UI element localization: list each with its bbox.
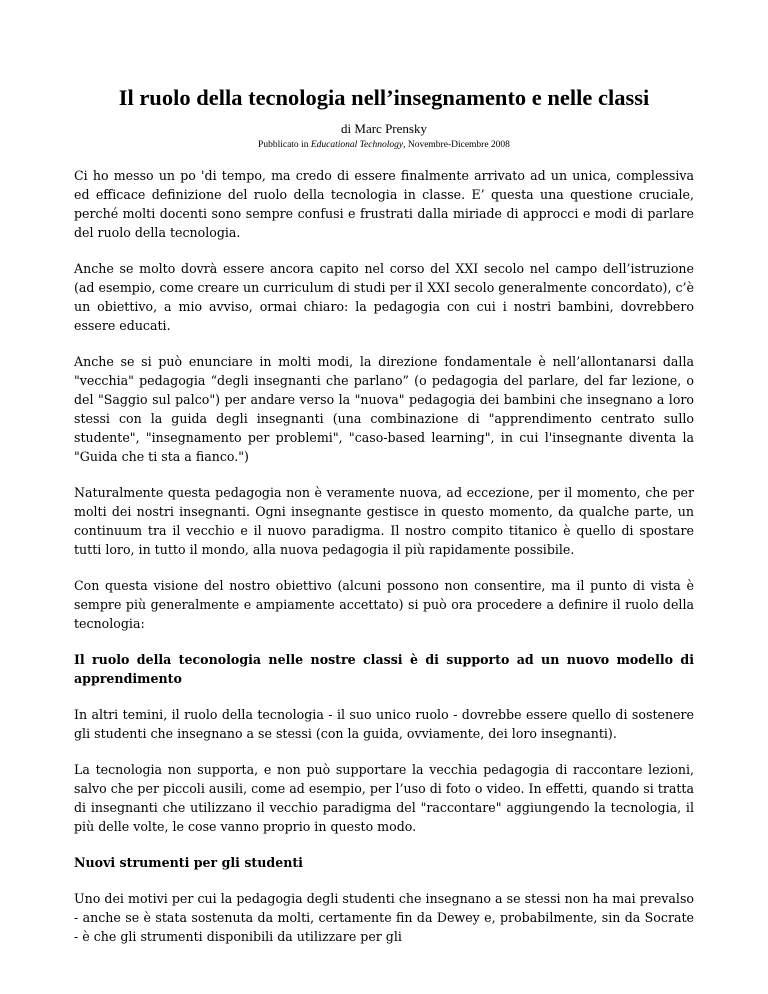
paragraph: In altri temini, il ruolo della tecnologia - il suo unico ruolo - dovrebbe essere quello di sostenere gli studenti che insegnano a se stessi (con la guida, ovviamente, dei loro insegnanti).: [74, 707, 694, 741]
paragraph: La tecnologia non supporta, e non può supportare la vecchia pedagogia di raccontare lezioni, salvo che per piccoli ausili, come ad esempio, per l’uso di foto o video. In effetti, quando si tratta di insegnanti che utilizzano il vecchio paradigma del "raccontare" aggiungendo la tecnologia, il più delle volte, le cose vanno proprio in questo modo.: [74, 762, 694, 834]
paragraph: Con questa visione del nostro obiettivo (alcuni possono non consentire, ma il punto di vista è sempre più generalmente e ampiamente accettato) si può ora procedere a definire il ruolo della tecnologia:: [74, 578, 694, 631]
section-heading: Nuovi strumenti per gli studenti: [74, 855, 303, 870]
author-line: di Marc Prensky: [341, 121, 427, 136]
paragraph: Uno dei motivi per cui la pedagogia degli studenti che insegnano a se stessi non ha mai prevalso - anche se è stata sostenuta da molti, certamente fin da Dewey e, probabilmente, sin da Socrate - è che gli strumenti disponibili da utilizzare per gli: [74, 891, 694, 944]
paragraph: Ci ho messo un po 'di tempo, ma credo di essere finalmente arrivato ad un unica, complessiva ed efficace definizione del ruolo della tecnologia in classe. E’ questa una questione cruciale, perché molti docenti sono sempre confusi e frustrati dalla miriade di approcci e modi di parlare del ruolo della tecnologia.: [74, 168, 694, 240]
document-page: [74, 84, 694, 946]
paragraph: Anche se molto dovrà essere ancora capito nel corso del XXI secolo nel campo dell’istruzione (ad esempio, come creare un curriculum di studi per il XXI secolo generalmente concordato), c’è un obiettivo, a mio avviso, ormai chiaro: la pedagogia con cui i nostri bambini, dovrebbero essere educati.: [74, 261, 694, 333]
section-heading: Il ruolo della teconologia nelle nostre classi è di supporto ad un nuovo modello di apprendimento: [74, 652, 694, 686]
document-title: Il ruolo della tecnologia nell’insegnamento e nelle classi: [118, 85, 650, 110]
paragraph: Naturalmente questa pedagogia non è veramente nuova, ad eccezione, per il momento, che per molti dei nostri insegnanti. Ogni insegnante gestisce in questo momento, da qualche parte, un continuum tra il vecchio e il nuovo paradigma. Il nostro compito titanico è quello di spostare tutti loro, in tutto il mondo, alla nuova pedagogia il più rapidamente possibile.: [74, 485, 694, 557]
publication-journal: Educational Technology: [310, 140, 404, 150]
publication-prefix: Pubblicato in: [258, 140, 311, 150]
publication-suffix: , Novembre-Dicembre 2008: [403, 140, 510, 150]
publication-line: [74, 139, 694, 151]
paragraph: Anche se si può enunciare in molti modi, la direzione fondamentale è nell’allontanarsi dalla "vecchia" pedagogia “degli insegnanti che parlano” (o pedagogia del parlare, del far lezione, o del "Saggio sul palco") per andare verso la "nuova" pedagogia dei bambini che insegnano a loro stessi con la guida degli insegnanti (una combinazione di "apprendimento centrato sullo studente", "insegnamento per problemi", "caso-based learning", in cui l'insegnante diventa la "Guida che ti sta a fianco."): [74, 354, 694, 464]
